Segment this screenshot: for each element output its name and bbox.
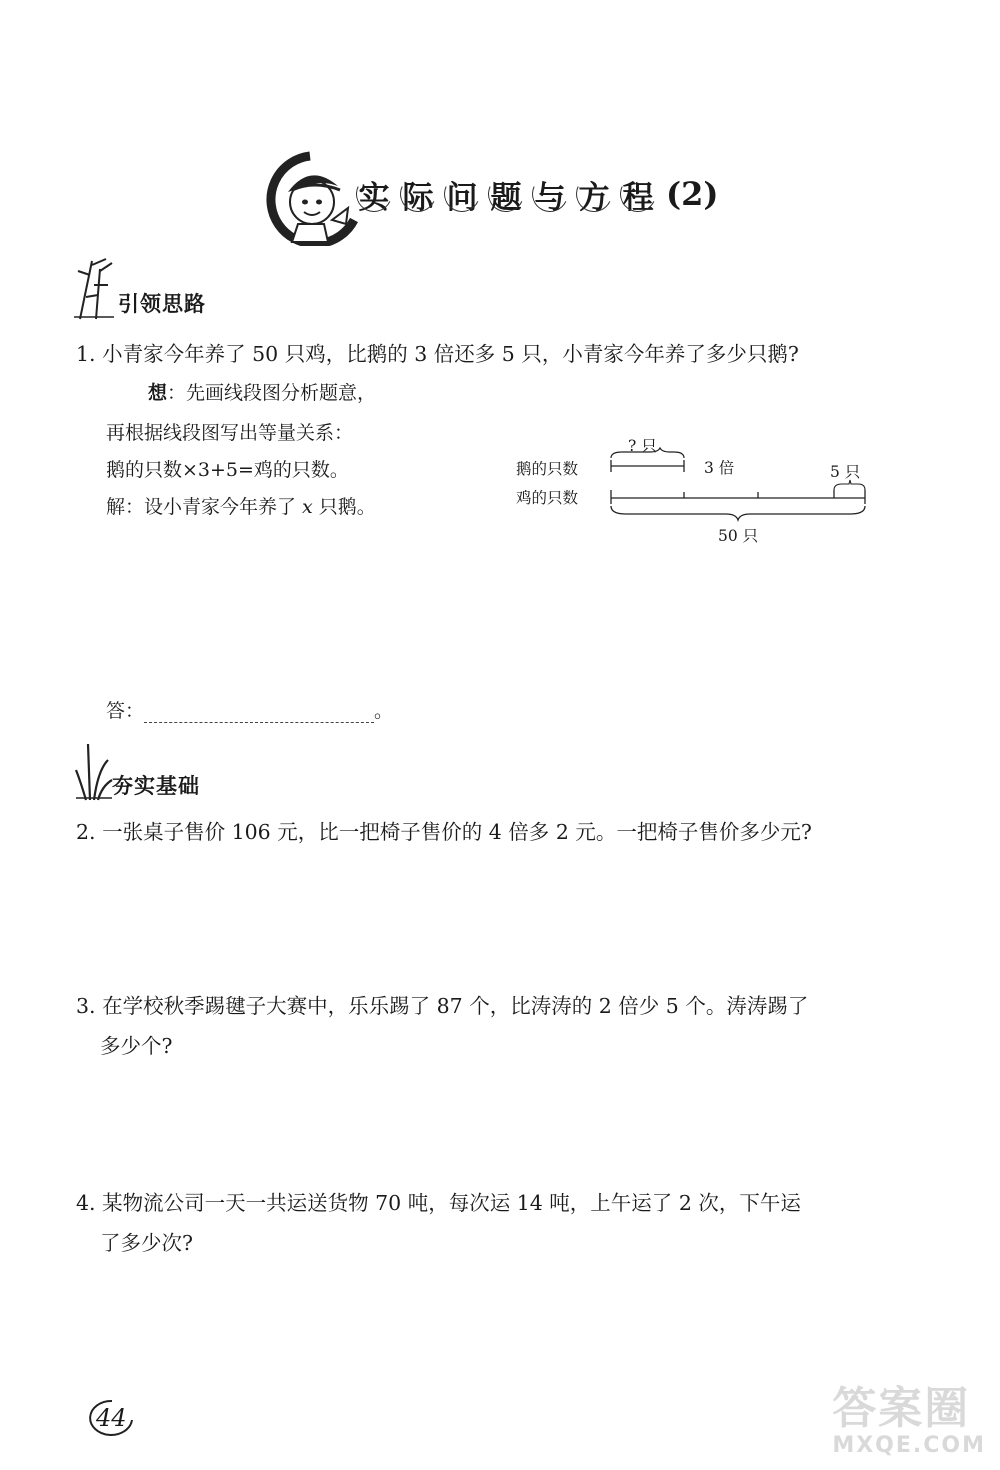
watermark [832,1385,986,1458]
hint-line-4 [106,492,376,519]
title-char: 与 [530,174,570,214]
goose-label: 鹅的只数 [516,460,579,478]
times-label: 3 倍 [704,459,735,477]
question-2: 2. 一张桌子售价 106 元，比一把椅子售价的 4 倍多 2 元。一把椅子售价多少元? [76,820,812,844]
total-label: 50 只 [718,527,759,545]
title-char: 程 [618,174,658,214]
hint-line-3: 鹅的只数×3+5=鸡的只数。 [106,459,349,481]
hint-line-1 [148,378,376,405]
title-char: 问 [442,174,482,214]
hint-think-text: ：先画线段图分析题意， [167,382,377,404]
chicken-label: 鸡的只数 [516,489,579,507]
cartoon-boy-icon [262,150,362,246]
section-practice-heading: 夯实基础 [112,773,200,798]
answer-blank[interactable] [144,702,374,723]
title-suffix: (2) [666,175,719,213]
question-3-line-2: 多少个? [100,1034,173,1058]
section-lead-heading: 引领思路 [118,291,206,316]
question-4-line-2: 了多少次? [100,1231,193,1255]
title-char: 际 [398,174,438,214]
hint-think-label: 想 [148,382,168,404]
watermark-bottom: MXQE.COM [832,1433,986,1458]
answer-line [106,696,393,723]
answer-label: 答： [106,700,145,722]
solution-suffix: 只鹅。 [312,496,376,518]
answer-end: 。 [374,700,394,722]
title-banner [262,150,722,246]
bamboo-icon [70,255,120,323]
title-char: 题 [486,174,526,214]
question-4-line-1: 4. 某物流公司一天一共运送货物 70 吨，每次运 14 吨，上午运了 2 次，下午运 [76,1191,801,1215]
title-char: 实 [354,174,394,214]
extra-label: 5 只 [830,463,861,481]
question-3-line-1: 3. 在学校秋季踢毽子大赛中，乐乐踢了 87 个，比涛涛的 2 倍少 5 个。涛涛踢了 [76,994,809,1018]
hint-line-2: 再根据线段图写出等量关系： [106,422,354,444]
segment-lines [512,428,882,528]
segment-diagram [512,428,882,548]
solution-prefix: 解：设小青家今年养了 [106,496,303,518]
page-number-text: 44 [96,1404,127,1432]
page-title [354,174,719,214]
question-1: 1. 小青家今年养了 50 只鸡，比鹅的 3 倍还多 5 只，小青家今年养了多少只鹅? [76,342,799,366]
title-char: 方 [574,174,614,214]
watermark-top: 答案圈 [832,1383,971,1434]
solution-variable: x [302,496,313,518]
unknown-label: ? 只 [628,437,657,455]
grass-icon [72,740,116,804]
page-number [88,1398,136,1438]
